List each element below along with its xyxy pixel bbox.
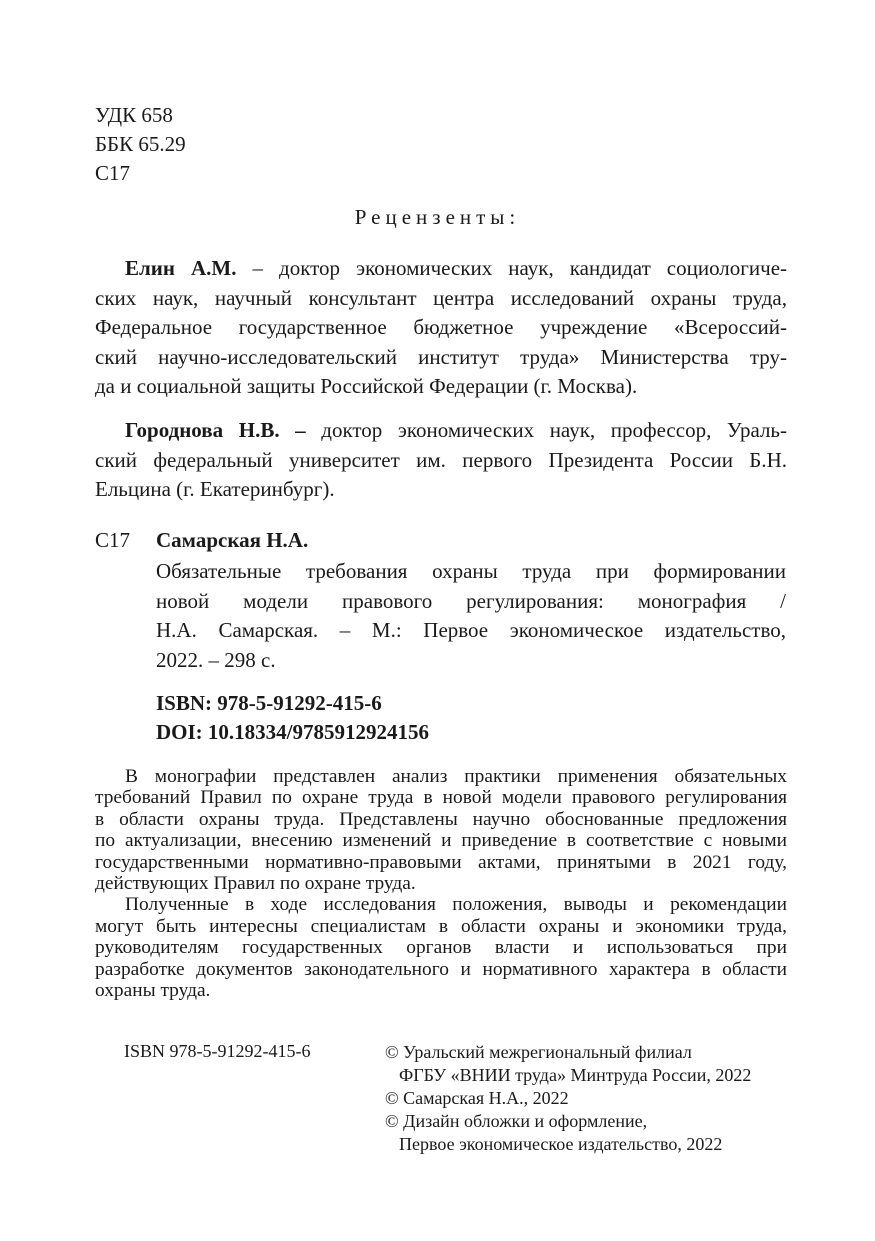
bbk-code: ББК 65.29 [95, 132, 186, 156]
abstract-line: государственными нормативно-правовыми актами, принятыми в 2021 году, [95, 851, 787, 873]
copyright-line: © Самарская Н.А., 2022 [385, 1088, 569, 1108]
copyright-line: ФГБУ «ВНИИ труда» Минтруда России, 2022 [399, 1065, 752, 1085]
reviewer-1-line: ских наук, научный консультант центра исследований охраны труда, [95, 285, 787, 310]
catalog-line: Обязательные требования охраны труда при формировании [156, 559, 786, 583]
abstract-line: действующих Правил по охране труда. [95, 873, 416, 895]
catalog-author: Самарская Н.А. [156, 528, 309, 552]
copyright-line: © Дизайн обложки и оформление, [385, 1111, 648, 1131]
isbn-label: ISBN: 978-5-91292-415-6 [156, 691, 382, 715]
reviewer-1-line: Федеральное государственное бюджетное учреждение «Всероссий- [95, 315, 787, 339]
copyright-line: Первое экономическое издательство, 2022 [399, 1134, 723, 1154]
catalog-line: новой модели правового регулирования: монография / [156, 588, 786, 613]
abstract-line: В монографии представлен анализ практики применения обязательных [125, 766, 787, 787]
abstract-line: по актуализации, внесению изменений и приведение в соответствие с новыми [95, 830, 787, 852]
reviewer-1-line: да и социальной защиты Российской Федерации (г. Москва). [95, 374, 638, 398]
reviewer-1-name: Елин А.М. [125, 256, 237, 280]
abstract-line: в области охраны труда. Представлены научно обоснованные предложения [95, 808, 787, 830]
copyright-line: © Уральский межрегиональный филиал [385, 1042, 692, 1062]
reviewer-2-name: Городнова Н.В. – [125, 418, 306, 442]
abstract-line: охраны труда. [95, 980, 211, 1002]
abstract-line: Полученные в ходе исследования положения, выводы и рекомендации [125, 894, 787, 916]
udk-code: УДК 658 [95, 103, 173, 127]
catalog-index: С17 [95, 528, 131, 552]
copyright-isbn: ISBN 978-5-91292-415-6 [124, 1041, 311, 1061]
reviewer-1-line: ский научно-исследовательский институт труда» Министерства тру- [95, 344, 787, 369]
reviewer-2 [95, 416, 787, 505]
catalog-line: 2022. – 298 с. [156, 647, 276, 672]
abstract [95, 766, 787, 1001]
reviewers-heading: Рецензенты: [354, 205, 521, 229]
abstract-line: руководителям государственных органов власти и использоваться при [95, 937, 787, 959]
copyright-block [385, 1041, 751, 1156]
reviewer-1-line: Елин А.М. – доктор экономических наук, кандидат социологиче- [125, 256, 788, 280]
doi-label: DOI: 10.18334/9785912924156 [156, 720, 429, 744]
reviewer-2-line: ский федеральный университет им. первого Президента России Б.Н. [95, 447, 787, 472]
abstract-line: разработке документов законодательного и нормативного характера в области [95, 958, 787, 980]
reviewer-2-line: Ельцина (г. Екатеринбург). [95, 477, 335, 501]
identifiers [156, 689, 429, 747]
abstract-line: могут быть интересны специалистам в области охраны и экономики труда, [95, 915, 787, 937]
abstract-line: требований Правил по охране труда в новой модели правового регулирования [95, 787, 787, 809]
reviewer-1 [95, 254, 787, 402]
reviewer-2-line: Городнова Н.В. – доктор экономических наук, профессор, Ураль- [125, 418, 788, 442]
author-index-code: С17 [95, 161, 131, 185]
classification-codes [95, 101, 186, 188]
catalog-description [156, 557, 786, 675]
catalog-line: Н.А. Самарская. – М.: Первое экономическое издательство, [156, 618, 786, 642]
